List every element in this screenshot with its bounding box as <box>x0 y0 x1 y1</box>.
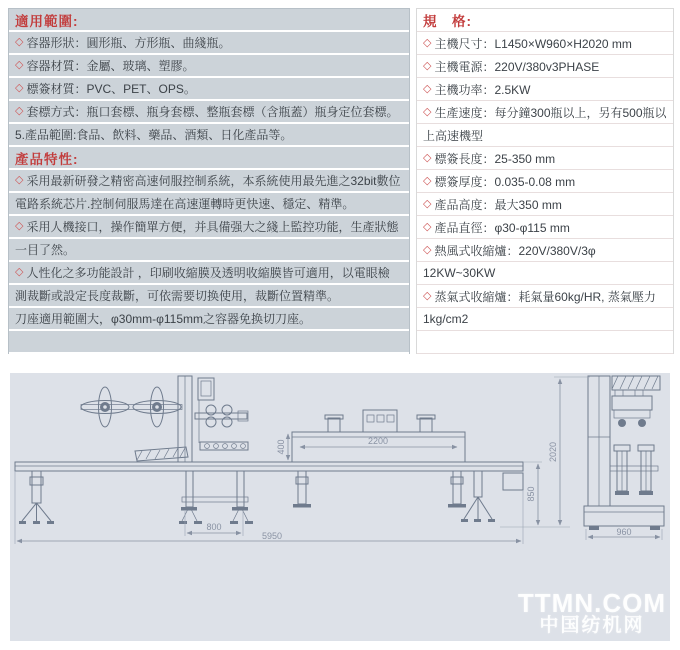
machine-technical-drawing <box>10 373 670 641</box>
spec-text: 測裁斷或設定長度裁斷，可依需要切换使用，裁斷位置精準。 <box>15 289 340 303</box>
discharge-box <box>503 473 523 490</box>
dimension-400 <box>276 434 288 460</box>
applicable-scope-row <box>9 78 409 101</box>
diamond-icon: ◇ <box>423 220 432 233</box>
applicable-scope-row <box>9 101 409 124</box>
spec-text: 蒸氣式收縮爐：耗氣量60kg/HR, 蒸氣壓力 <box>434 289 656 304</box>
spec-text: 標簽材質：PVC、PET、OPS。 <box>26 82 196 96</box>
svg-text:960: 960 <box>616 527 632 537</box>
spec-text: 套標方式：瓶口套標、瓶身套標、整瓶套標（含瓶蓋）瓶身定位套標。 <box>26 105 399 119</box>
dimension-850 <box>500 462 570 527</box>
spec-text: 采用人機接口，操作簡單方便，并具備强大之綫上監控功能，生產狀態 <box>26 220 399 234</box>
watermark-site: TTMN.COM <box>517 588 666 618</box>
diamond-icon: ◇ <box>423 105 432 118</box>
spec-text: 容器材質：金屬、玻璃、塑膠。 <box>26 59 195 73</box>
watermark <box>518 590 666 635</box>
spec-text: 1kg/cm2 <box>423 312 469 326</box>
applicable-scope-row <box>9 262 409 285</box>
specification-row <box>417 32 673 55</box>
svg-text:850: 850 <box>526 486 536 502</box>
spec-text: 12KW~30KW <box>423 266 496 280</box>
specification-row <box>417 285 673 308</box>
diamond-icon: ◇ <box>423 82 432 95</box>
diamond-icon: ◇ <box>423 243 432 256</box>
specification-row <box>417 101 673 124</box>
film-reel-icon <box>133 387 181 427</box>
section-title: 規 格: <box>423 14 472 29</box>
watermark-name: 中国纺机网 <box>539 615 645 636</box>
diamond-icon: ◇ <box>15 105 24 117</box>
conveyor-legs <box>293 471 495 522</box>
spec-text: 主機電源：220V/380v3PHASE <box>434 59 600 74</box>
specifications-panel <box>416 8 674 354</box>
svg-text:800: 800 <box>206 522 222 532</box>
spec-text: 電路系統芯片.控制伺服馬達在高速運轉時更快速、穩定、精準。 <box>15 197 355 211</box>
spec-text: 熱風式收縮爐：220V/380V/3φ <box>434 243 596 258</box>
applicable-scope-panel <box>8 8 410 354</box>
diamond-icon: ◇ <box>15 36 24 48</box>
spec-text: 主機尺寸：L1450×W960×H2020 mm <box>434 36 632 51</box>
specification-row <box>417 239 673 262</box>
diamond-icon: ◇ <box>423 197 432 210</box>
specification-row <box>417 170 673 193</box>
applicable-scope-row <box>9 285 409 308</box>
specification-title-row <box>417 9 673 32</box>
applicable-scope-row <box>9 193 409 216</box>
dimension-5950 <box>15 471 523 544</box>
spec-text: 采用最新研發之精密高速伺服控制系統，本系統使用最先進之32bit數位 <box>26 174 401 188</box>
specification-row <box>417 124 673 147</box>
specification-row <box>417 308 673 331</box>
svg-text:2020: 2020 <box>548 441 558 463</box>
spec-text: 人性化之多功能設計 ，印刷收縮膜及透明收縮膜皆可適用，以電眼檢 <box>26 266 390 280</box>
left-support-leg <box>19 471 54 524</box>
applicable-scope-row <box>9 55 409 78</box>
specification-row <box>417 193 673 216</box>
spec-text: 上高速機型 <box>423 128 484 143</box>
applicable-scope-row <box>9 331 409 354</box>
spec-text: 標簽厚度：0.035-0.08 mm <box>434 174 576 189</box>
diamond-icon: ◇ <box>15 59 24 71</box>
specification-row <box>417 78 673 101</box>
diamond-icon: ◇ <box>15 174 24 186</box>
labeling-machine <box>81 376 253 524</box>
conveyor <box>15 462 523 471</box>
spec-text: 生產速度：每分鐘300瓶以上，另有500瓶以 <box>434 105 667 120</box>
dimension-2200 <box>300 436 457 447</box>
svg-text:2200: 2200 <box>367 436 389 446</box>
applicable-scope-row <box>9 32 409 55</box>
applicable-scope-row <box>9 239 409 262</box>
diamond-icon: ◇ <box>423 289 432 302</box>
section-title: 產品特性: <box>15 151 79 167</box>
diamond-icon: ◇ <box>423 36 432 49</box>
spec-text: 產品直徑：φ30-φ115 mm <box>434 220 570 235</box>
section-title: 適用範圍: <box>15 13 79 29</box>
specification-row <box>417 262 673 285</box>
diamond-icon: ◇ <box>423 174 432 187</box>
specification-row <box>417 55 673 78</box>
diamond-icon: ◇ <box>15 220 24 232</box>
diamond-icon: ◇ <box>15 82 24 94</box>
spec-text: 產品高度：最大350 mm <box>434 197 562 212</box>
specification-row <box>417 331 673 354</box>
applicable-scope-title-row <box>9 9 409 32</box>
machine-side-view <box>584 376 664 530</box>
film-reel-icon <box>81 387 129 427</box>
dimension-2020 <box>548 377 590 525</box>
spec-text: 一目了然。 <box>15 243 76 257</box>
infeed-platform <box>135 447 188 461</box>
specification-row <box>417 216 673 239</box>
spec-text: 標簽長度：25-350 mm <box>434 151 556 166</box>
spec-text: 容器形狀：圓形瓶、方形瓶、曲綫瓶。 <box>26 36 231 50</box>
spec-text: 5.產品範圍:食品、飲料、藥品、酒類、日化產品等。 <box>15 128 293 142</box>
applicable-scope-row <box>9 216 409 239</box>
spec-text: 刀座適用範圍大，φ30mm-φ115mm之容器免换切刀座。 <box>15 312 312 326</box>
specification-row <box>417 147 673 170</box>
svg-text:400: 400 <box>276 439 286 455</box>
applicable-scope-row <box>9 124 409 147</box>
diamond-icon: ◇ <box>423 151 432 164</box>
applicable-scope-row <box>9 308 409 331</box>
applicable-scope-row <box>9 170 409 193</box>
diamond-icon: ◇ <box>15 266 24 278</box>
spec-text: 主機功率：2.5KW <box>434 82 531 97</box>
diamond-icon: ◇ <box>423 59 432 72</box>
svg-text:5950: 5950 <box>261 531 283 541</box>
applicable-scope-title-row <box>9 147 409 170</box>
